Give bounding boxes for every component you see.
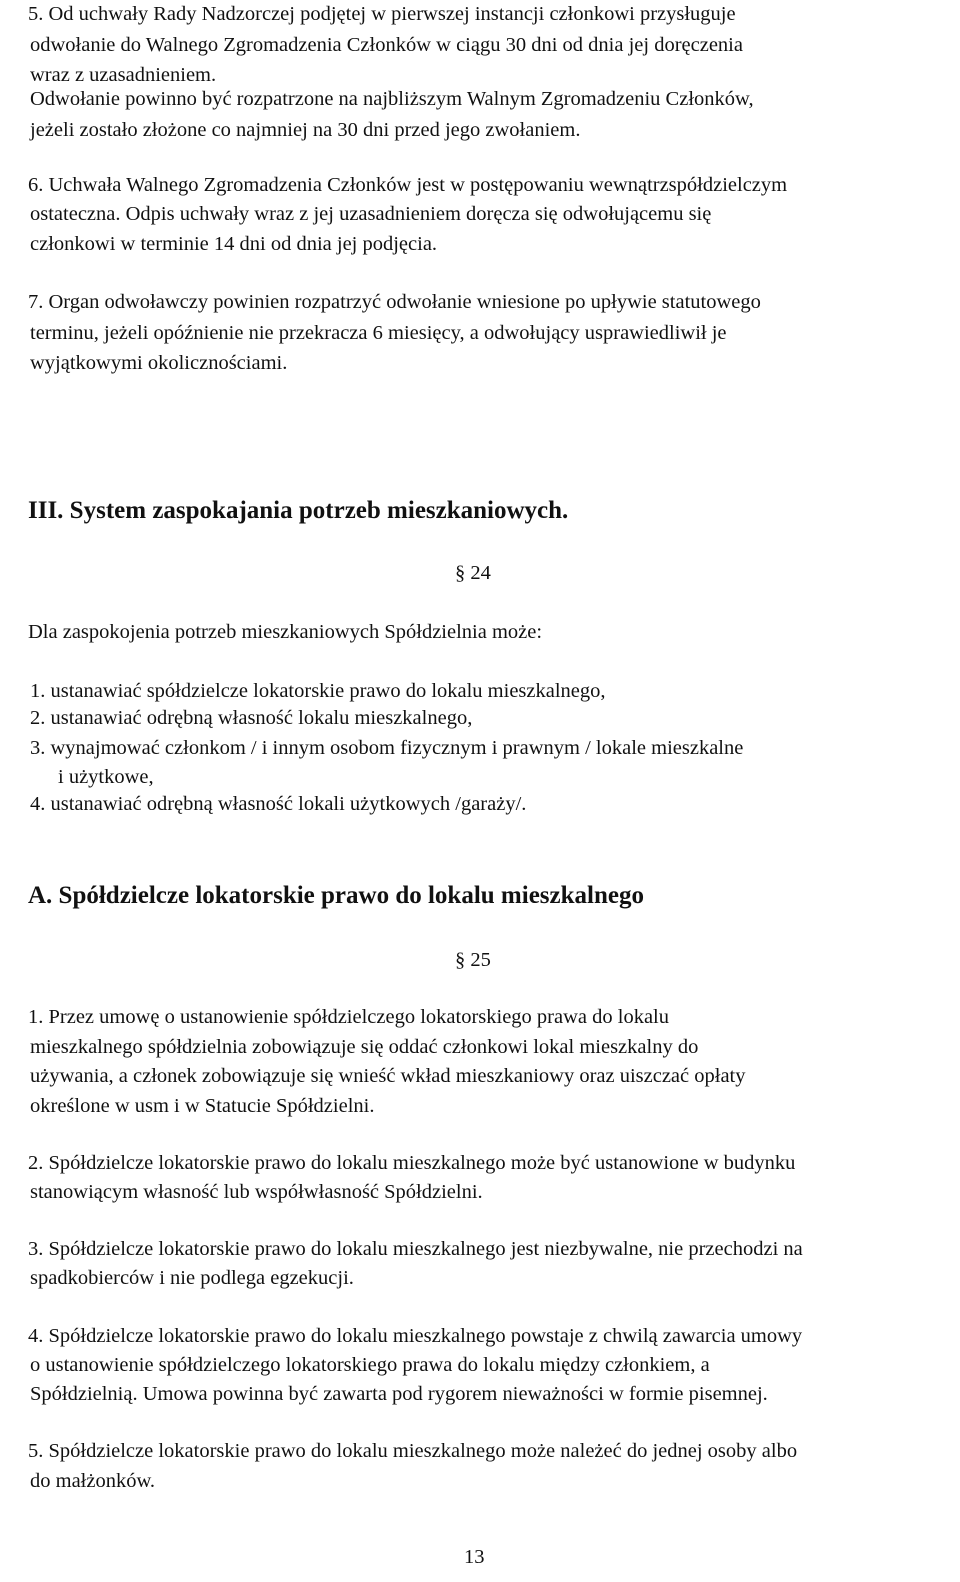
- text-line: ostateczna. Odpis uchwały wraz z jej uzasadnieniem doręcza się odwołującemu się: [30, 203, 712, 225]
- section-sign-icon: §: [455, 562, 466, 584]
- text-line: spadkobierców i nie podlega egzekucji.: [30, 1267, 354, 1289]
- text-line: stanowiącym własność lub współwłasność Spółdzielni.: [30, 1181, 483, 1203]
- text-line: 3. Spółdzielcze lokatorskie prawo do lokalu mieszkalnego jest niezbywalne, nie przechodzi na: [28, 1238, 803, 1260]
- text-line: wyjątkowymi okolicznościami.: [30, 352, 288, 374]
- section-number-25: [455, 950, 491, 971]
- subsection-heading: A. Spółdzielcze lokatorskie prawo do lokalu mieszkalnego: [28, 882, 644, 909]
- text-line: określone w usm i w Statucie Spółdzielni.: [30, 1095, 375, 1117]
- text-line: do małżonków.: [30, 1470, 156, 1492]
- section-number: 25: [470, 949, 491, 971]
- section-intro: Dla zaspokojenia potrzeb mieszkaniowych Spółdzielnia może:: [28, 621, 543, 643]
- text-line: mieszkalnego spółdzielnia zobowiązuje się oddać członkowi lokal mieszkalny do: [30, 1036, 699, 1058]
- text-line: jeżeli zostało złożone co najmniej na 30 dni przed jego zwołaniem.: [30, 119, 581, 141]
- chapter-heading: III. System zaspokajania potrzeb mieszkaniowych.: [28, 497, 569, 524]
- section-number-24: [455, 563, 491, 584]
- page-number: 13: [464, 1546, 485, 1568]
- text-line: odwołanie do Walnego Zgromadzenia Członków w ciągu 30 dni od dnia jej doręczenia: [30, 34, 743, 56]
- text-line: 2. Spółdzielcze lokatorskie prawo do lokalu mieszkalnego może być ustanowione w budynku: [28, 1152, 796, 1174]
- text-line: członkowi w terminie 14 dni od dnia jej podjęcia.: [30, 233, 438, 255]
- text-line: wraz z uzasadnieniem.: [30, 64, 217, 86]
- list-item: 2. ustanawiać odrębną własność lokalu mieszkalnego,: [30, 707, 473, 729]
- list-item: 1. ustanawiać spółdzielcze lokatorskie prawo do lokalu mieszkalnego,: [30, 680, 606, 702]
- text-line: używania, a członek zobowiązuje się wnieść wkład mieszkaniowy oraz uiszczać opłaty: [30, 1065, 746, 1087]
- text-line: 5. Od uchwały Rady Nadzorczej podjętej w pierwszej instancji członkowi przysługuje: [28, 3, 736, 25]
- text-line: 1. Przez umowę o ustanowienie spółdzielczego lokatorskiego prawa do lokalu: [28, 1006, 670, 1028]
- text-line: 5. Spółdzielcze lokatorskie prawo do lokalu mieszkalnego może należeć do jednej osoby albo: [28, 1440, 798, 1462]
- list-item: 3. wynajmować członkom / i innym osobom fizycznym i prawnym / lokale mieszkalne: [30, 737, 744, 759]
- text-line: Odwołanie powinno być rozpatrzone na najbliższym Walnym Zgromadzeniu Członków,: [30, 88, 754, 110]
- section-sign-icon: §: [455, 949, 466, 971]
- text-line: 6. Uchwała Walnego Zgromadzenia Członków jest w postępowaniu wewnątrzspółdzielczym: [28, 174, 788, 196]
- text-line: 7. Organ odwoławczy powinien rozpatrzyć odwołanie wniesione po upływie statutowego: [28, 291, 761, 313]
- list-item: 4. ustanawiać odrębną własność lokali użytkowych /garaży/.: [30, 793, 527, 815]
- section-number: 24: [470, 562, 491, 584]
- list-item-continuation: i użytkowe,: [58, 766, 154, 788]
- text-line: terminu, jeżeli opóźnienie nie przekracza 6 miesięcy, a odwołujący usprawiedliwił je: [30, 322, 727, 344]
- text-line: o ustanowienie spółdzielczego lokatorskiego prawa do lokalu między członkiem, a: [30, 1354, 710, 1376]
- text-line: Spółdzielnią. Umowa powinna być zawarta pod rygorem nieważności w formie pisemnej.: [30, 1383, 768, 1405]
- text-line: 4. Spółdzielcze lokatorskie prawo do lokalu mieszkalnego powstaje z chwilą zawarcia umowy: [28, 1325, 803, 1347]
